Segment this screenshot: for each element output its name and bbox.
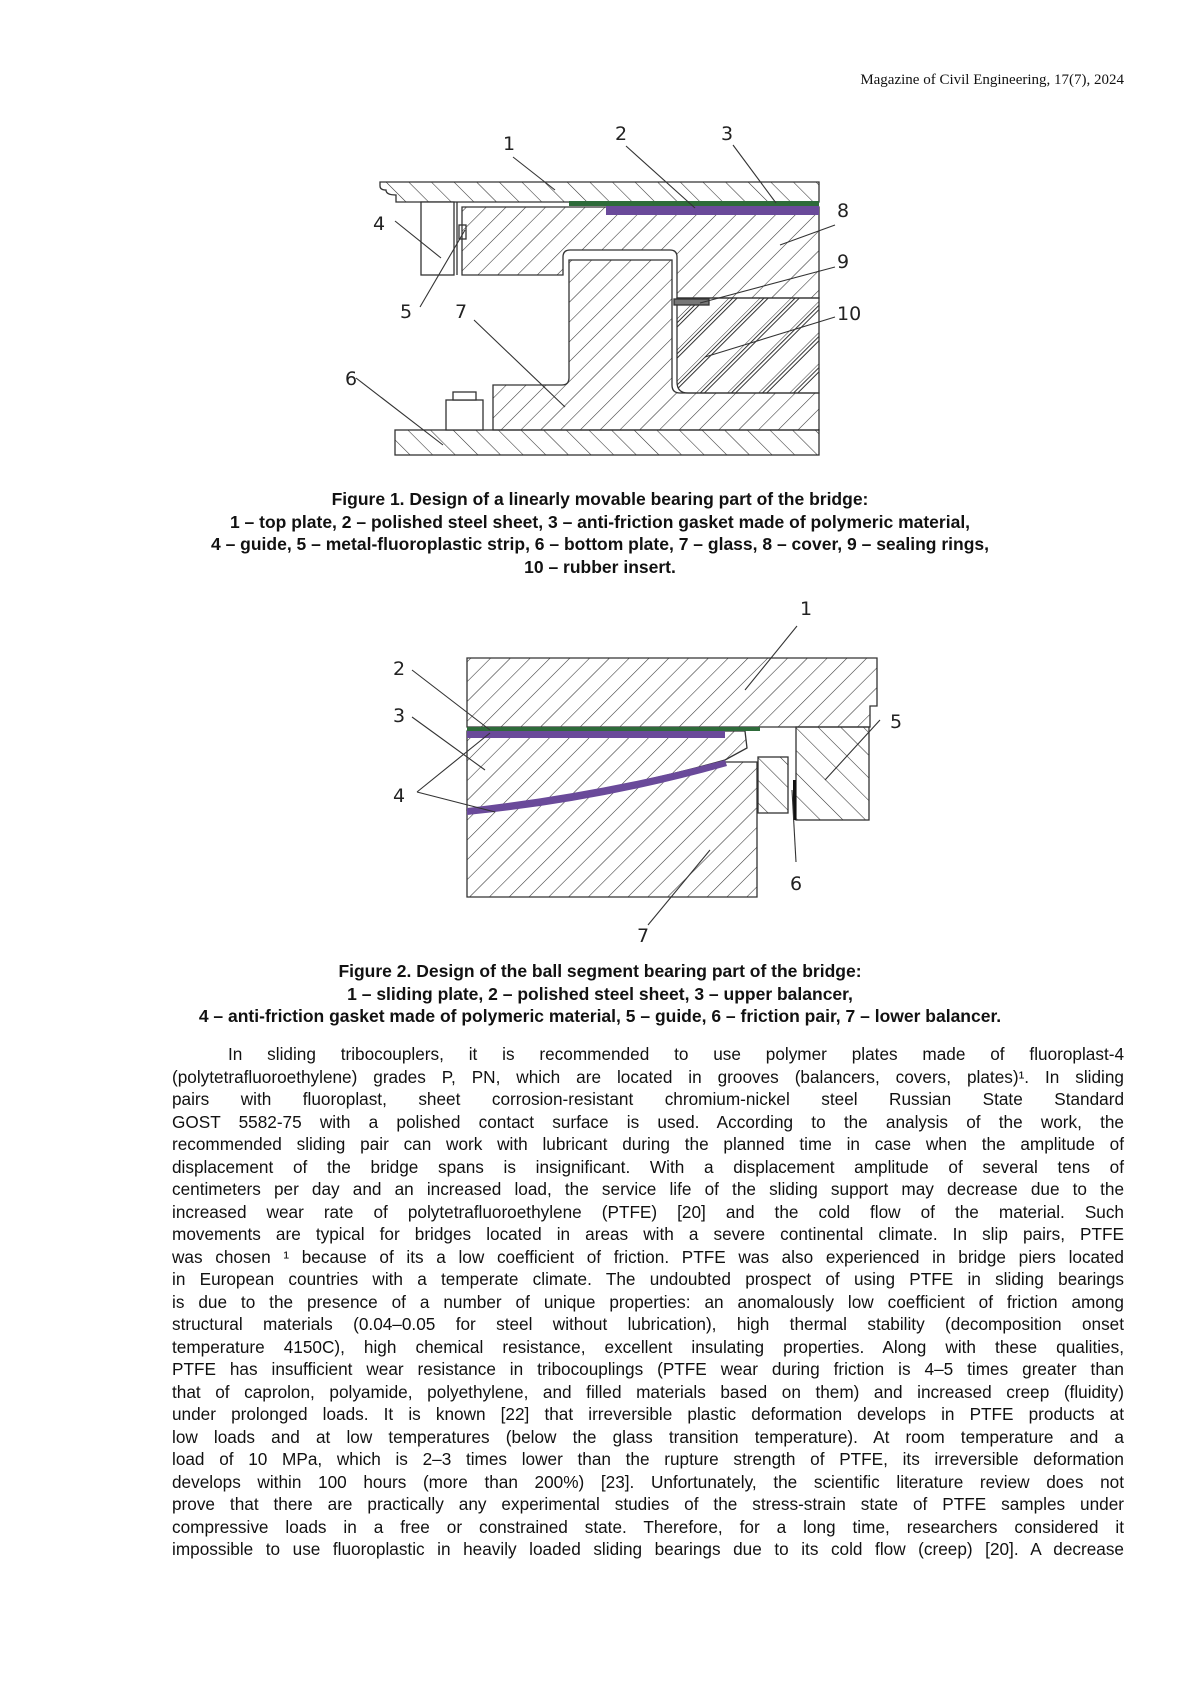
fig1-label-8: 8 <box>837 200 849 222</box>
top-plate <box>380 182 819 202</box>
fig2-label-6: 6 <box>790 873 802 895</box>
fig2-label-4: 4 <box>393 785 405 807</box>
bottom-plate <box>395 430 819 455</box>
paragraph-line: increased wear rate of polytetrafluoroethylene (PTFE) [20] and the cold flow of the material. Such <box>172 1201 1124 1224</box>
figure-2-caption <box>150 960 1050 1028</box>
caption-line: Figure 2. Design of the ball segment bearing part of the bridge: <box>150 960 1050 983</box>
running-header: Magazine of Civil Engineering, 17(7), 2024 <box>860 72 1124 89</box>
paragraph-line: that of caprolon, polyamide, polyethylene, and filled materials based on them) and increased creep (fluidity) <box>172 1381 1124 1404</box>
friction-pair <box>758 757 788 813</box>
caption-line: 10 – rubber insert. <box>150 556 1050 579</box>
sliding-plate <box>467 658 877 727</box>
paragraph-line: displacement of the bridge spans is insignificant. With a displacement amplitude of several tens of <box>172 1156 1124 1179</box>
fig1-label-10: 10 <box>837 303 861 325</box>
paragraph-line: (polytetrafluoroethylene) grades P, PN, which are located in grooves (balancers, covers, plates)¹. In sliding <box>172 1066 1124 1089</box>
paragraph-line: PTFE has insufficient wear resistance in tribocouplings (PTFE wear during friction is 4–5 times greater than <box>172 1358 1124 1381</box>
fig1-label-3: 3 <box>721 123 733 145</box>
paragraph-line: develops within 100 hours (more than 200%) [23]. Unfortunately, the scientific literature review does not <box>172 1471 1124 1494</box>
fig1-label-4: 4 <box>373 213 385 235</box>
figure-1-caption <box>150 488 1050 578</box>
bolt <box>446 400 483 430</box>
paragraph-line: pairs with fluoroplast, sheet corrosion-resistant chromium-nickel steel Russian State Standard <box>172 1088 1124 1111</box>
paragraph-line: movements are typical for bridges located in areas with a severe continental climate. In slip pairs, PTFE <box>172 1223 1124 1246</box>
fig1-label-7: 7 <box>455 301 467 323</box>
anti-friction-gasket <box>606 206 819 215</box>
rubber-insert <box>677 298 819 393</box>
paragraph-line: structural materials (0.04–0.05 for steel without lubrication), high thermal stability (decomposition onset <box>172 1313 1124 1336</box>
fig1-label-6: 6 <box>345 368 357 390</box>
polished-steel-sheet <box>569 201 819 206</box>
guide <box>796 727 869 820</box>
figure-1-drawing <box>0 0 1200 480</box>
fig2-label-1: 1 <box>800 598 812 620</box>
fig2-label-7: 7 <box>637 925 649 947</box>
fig2-label-5: 5 <box>890 711 902 733</box>
caption-line: 4 – anti-friction gasket made of polymeric material, 5 – guide, 6 – friction pair, 7 – lower balancer. <box>150 1005 1050 1028</box>
body-paragraph <box>172 1043 1124 1561</box>
paragraph-line: was chosen ¹ because of its a low coefficient of friction. PTFE was also experienced in bridge piers located <box>172 1246 1124 1269</box>
paragraph-line: temperature 4150C), high chemical resistance, excellent insulating properties. Along with these qualities, <box>172 1336 1124 1359</box>
paragraph-line: compressive loads in a free or constrained state. Therefore, for a long time, researchers considered it <box>172 1516 1124 1539</box>
fig2-label-2: 2 <box>393 658 405 680</box>
paragraph-line: in European countries with a temperate climate. The undoubted prospect of using PTFE in sliding bearings <box>172 1268 1124 1291</box>
caption-line: Figure 1. Design of a linearly movable bearing part of the bridge: <box>150 488 1050 511</box>
paragraph-line: is due to the presence of a number of unique properties: an anomalously low coefficient of friction among <box>172 1291 1124 1314</box>
paragraph-line: In sliding tribocouplers, it is recommended to use polymer plates made of fluoroplast-4 <box>172 1043 1124 1066</box>
paragraph-line: under prolonged loads. It is known [22] that irreversible plastic deformation develops in PTFE products at <box>172 1403 1124 1426</box>
figure-2-drawing <box>0 590 1200 950</box>
fig2-label-3: 3 <box>393 705 405 727</box>
fig1-label-2: 2 <box>615 123 627 145</box>
guide <box>421 202 454 275</box>
caption-line: 1 – sliding plate, 2 – polished steel sheet, 3 – upper balancer, <box>150 983 1050 1006</box>
fig1-label-9: 9 <box>837 251 849 273</box>
paragraph-line: impossible to use fluoroplastic in heavily loaded sliding bearings due to its cold flow (creep) [20]. A decrease <box>172 1538 1124 1561</box>
polished-steel-sheet <box>467 727 760 731</box>
paragraph-line: low loads and at low temperatures (below the glass transition temperature). At room temperature and a <box>172 1426 1124 1449</box>
caption-line: 1 – top plate, 2 – polished steel sheet, 3 – anti-friction gasket made of polymeric material, <box>150 511 1050 534</box>
fig1-label-1: 1 <box>503 133 515 155</box>
caption-line: 4 – guide, 5 – metal-fluoroplastic strip, 6 – bottom plate, 7 – glass, 8 – cover, 9 – sealing rings, <box>150 533 1050 556</box>
paragraph-line: GOST 5582-75 with a polished contact surface is used. According to the analysis of the work, the <box>172 1111 1124 1134</box>
paragraph-line: recommended sliding pair can work with lubricant during the planned time in case when the amplitude of <box>172 1133 1124 1156</box>
fig1-label-5: 5 <box>400 301 412 323</box>
paragraph-line: centimeters per day and an increased load, the service life of the sliding support may decrease due to the <box>172 1178 1124 1201</box>
paragraph-line: load of 10 MPa, which is 2–3 times lower than the rupture strength of PTFE, its irreversible deformation <box>172 1448 1124 1471</box>
upper-gasket <box>467 731 725 738</box>
paragraph-line: prove that there are practically any experimental studies of the stress-strain state of PTFE samples under <box>172 1493 1124 1516</box>
